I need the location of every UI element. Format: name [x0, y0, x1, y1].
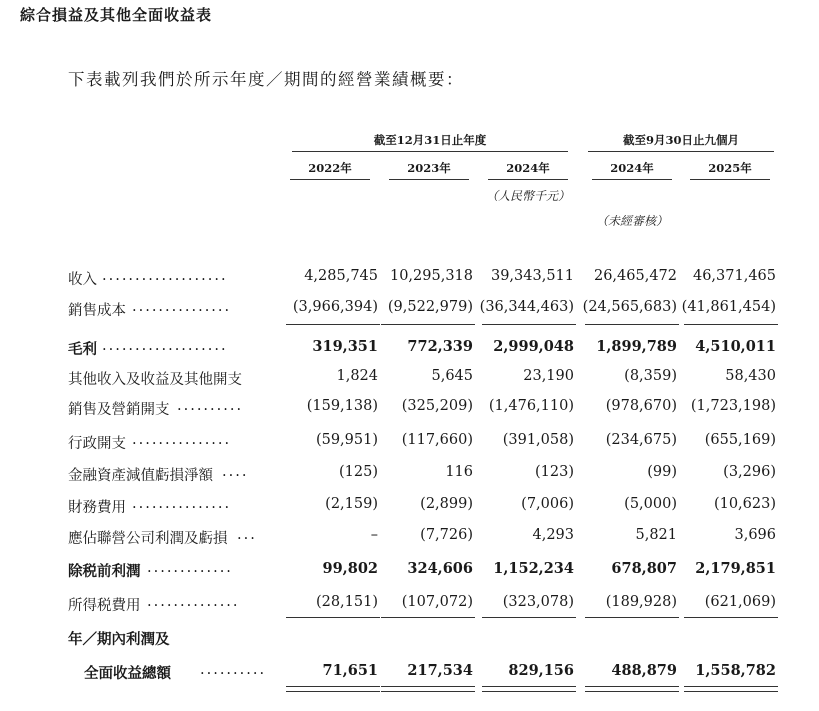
row-value-2024: 1,152,234 — [493, 560, 574, 577]
table-row — [68, 464, 788, 486]
row-label: 金融資產減值虧損淨額 — [68, 468, 213, 484]
leader-dots: .......... — [177, 398, 244, 414]
row-value-9m-2025: 58,430 — [725, 368, 776, 384]
row-value-2024: 39,343,511 — [490, 268, 574, 284]
row-value-2024: (7,006) — [521, 496, 574, 512]
row-label: 收入 — [68, 272, 97, 288]
row-value-2022: 4,285,745 — [304, 268, 378, 284]
period-2025-header: 2025年 — [690, 160, 770, 180]
table-row — [68, 496, 788, 518]
year-2024-header: 2024年 — [488, 160, 568, 180]
row-value-2022: (3,966,394) — [292, 299, 378, 315]
row-value-2024: 23,190 — [523, 368, 574, 384]
subtotal-rule — [684, 324, 778, 325]
table-row — [68, 268, 788, 290]
row-value-2023: 772,339 — [407, 338, 473, 355]
row-value-9m-2024: (189,928) — [605, 594, 677, 610]
row-value-2023: (107,072) — [401, 594, 473, 610]
year-2023-header: 2023年 — [389, 160, 469, 180]
subtotal-rule — [381, 324, 475, 325]
period-2024-header: 2024年 — [592, 160, 672, 180]
row-value-2023: (9,522,979) — [387, 299, 473, 315]
row-value-9m-2025: (655,169) — [704, 432, 776, 448]
year-2022-header: 2022年 — [290, 160, 370, 180]
row-value-2024: (36,344,463) — [479, 299, 574, 315]
total-label-line1: 年／期內利潤及 — [68, 631, 170, 648]
row-label: 銷售成本 — [68, 303, 126, 319]
subtotal-rule — [286, 324, 380, 325]
row-value-9m-2024: 678,807 — [611, 560, 677, 577]
row-label: 銷售及營銷開支 — [68, 402, 170, 418]
total-label-row — [68, 628, 788, 650]
leader-dots: .............. — [147, 594, 240, 610]
table-row — [68, 398, 788, 420]
table-row — [68, 368, 788, 390]
total-value-9m-2024: 488,879 — [611, 662, 677, 679]
row-value-9m-2024: (5,000) — [624, 496, 677, 512]
leader-dots: ............... — [132, 299, 232, 315]
leader-dots: .... — [222, 464, 249, 480]
total-double-rule — [381, 686, 475, 692]
statement-title: 綜合損益及其他全面收益表 — [20, 6, 213, 24]
row-value-2022: – — [370, 527, 378, 543]
subtotal-rule — [482, 324, 576, 325]
total-double-rule — [286, 686, 380, 692]
row-value-2023: 324,606 — [407, 560, 473, 577]
table-row — [68, 432, 788, 454]
row-value-2023: 5,645 — [431, 368, 473, 384]
leader-dots: ... — [237, 527, 257, 543]
subtotal-rule — [684, 617, 778, 618]
row-value-2023: (117,660) — [401, 432, 473, 448]
row-value-2024: (323,078) — [502, 594, 574, 610]
annual-group-header: 截至12月31日止年度 — [292, 132, 568, 152]
row-value-2023: 116 — [445, 464, 473, 480]
row-value-9m-2024: 1,899,789 — [596, 338, 677, 355]
row-value-2022: 99,802 — [322, 560, 378, 577]
total-value-9m-2025: 1,558,782 — [695, 662, 776, 679]
leader-dots: ............. — [147, 560, 233, 576]
currency-note: （人民幣千元） — [485, 189, 570, 203]
row-value-9m-2024: (8,359) — [624, 368, 677, 384]
row-label: 應佔聯營公司利潤及虧損 — [68, 531, 228, 547]
row-value-2023: (7,726) — [420, 527, 473, 543]
row-value-2023: 10,295,318 — [389, 268, 473, 284]
row-label: 財務費用 — [68, 500, 126, 516]
row-value-2022: (125) — [339, 464, 378, 480]
leader-dots: ................... — [102, 268, 228, 284]
row-value-9m-2024: (978,670) — [605, 398, 677, 414]
row-value-2022: (2,159) — [325, 496, 378, 512]
subtotal-rule — [482, 617, 576, 618]
total-value-2024: 829,156 — [508, 662, 574, 679]
row-value-9m-2025: (10,623) — [713, 496, 776, 512]
leader-dots: ............... — [132, 496, 232, 512]
row-value-9m-2025: 3,696 — [734, 527, 776, 543]
row-value-9m-2024: 5,821 — [635, 527, 677, 543]
row-label: 毛利 — [68, 341, 97, 358]
row-label: 行政開支 — [68, 436, 126, 452]
row-value-9m-2024: (234,675) — [605, 432, 677, 448]
leader-dots: ................... — [102, 338, 228, 354]
row-value-9m-2025: 4,510,011 — [695, 338, 776, 355]
total-double-rule — [684, 686, 778, 692]
total-leader-dots: .......... — [200, 662, 267, 678]
row-value-9m-2025: 46,371,465 — [692, 268, 776, 284]
row-value-2022: 319,351 — [312, 338, 378, 355]
subtotal-rule — [585, 324, 679, 325]
table-row — [68, 338, 788, 360]
row-value-2022: (59,951) — [315, 432, 378, 448]
row-value-9m-2024: 26,465,472 — [593, 268, 677, 284]
row-value-2022: 1,824 — [336, 368, 378, 384]
subtotal-rule — [585, 617, 679, 618]
row-label: 除税前利潤 — [68, 563, 141, 580]
nine-month-group-header: 截至9月30日止九個月 — [588, 132, 774, 152]
row-value-2024: (123) — [535, 464, 574, 480]
unaudited-note: （未經審核） — [595, 214, 668, 228]
row-label: 其他收入及收益及其他開支 — [68, 372, 242, 388]
row-value-2024: (1,476,110) — [488, 398, 574, 414]
row-value-9m-2025: 2,179,851 — [695, 560, 776, 577]
row-value-9m-2025: (3,296) — [723, 464, 776, 480]
leader-dots: ............... — [132, 432, 232, 448]
row-value-2024: 2,999,048 — [493, 338, 574, 355]
subtotal-rule — [381, 617, 475, 618]
row-value-2022: (159,138) — [306, 398, 378, 414]
row-value-9m-2025: (1,723,198) — [690, 398, 776, 414]
row-value-9m-2024: (99) — [647, 464, 677, 480]
intro-text: 下表載列我們於所示年度／期間的經營業績概要： — [68, 70, 464, 89]
row-value-9m-2025: (41,861,454) — [681, 299, 776, 315]
row-value-2022: (28,151) — [315, 594, 378, 610]
table-row — [68, 594, 788, 616]
table-row — [68, 560, 788, 582]
total-value-2022: 71,651 — [322, 662, 378, 679]
row-value-9m-2024: (24,565,683) — [582, 299, 677, 315]
total-double-rule — [482, 686, 576, 692]
row-value-2024: 4,293 — [532, 527, 574, 543]
subtotal-rule — [286, 617, 380, 618]
row-value-2023: (2,899) — [420, 496, 473, 512]
table-row — [68, 527, 788, 549]
total-label-line2: 全面收益總額 — [84, 665, 171, 682]
total-value-2023: 217,534 — [407, 662, 473, 679]
total-double-rule — [585, 686, 679, 692]
table-row — [68, 299, 788, 321]
total-row — [68, 662, 788, 684]
row-label: 所得税費用 — [68, 598, 141, 614]
row-value-2024: (391,058) — [502, 432, 574, 448]
row-value-9m-2025: (621,069) — [704, 594, 776, 610]
row-value-2023: (325,209) — [401, 398, 473, 414]
